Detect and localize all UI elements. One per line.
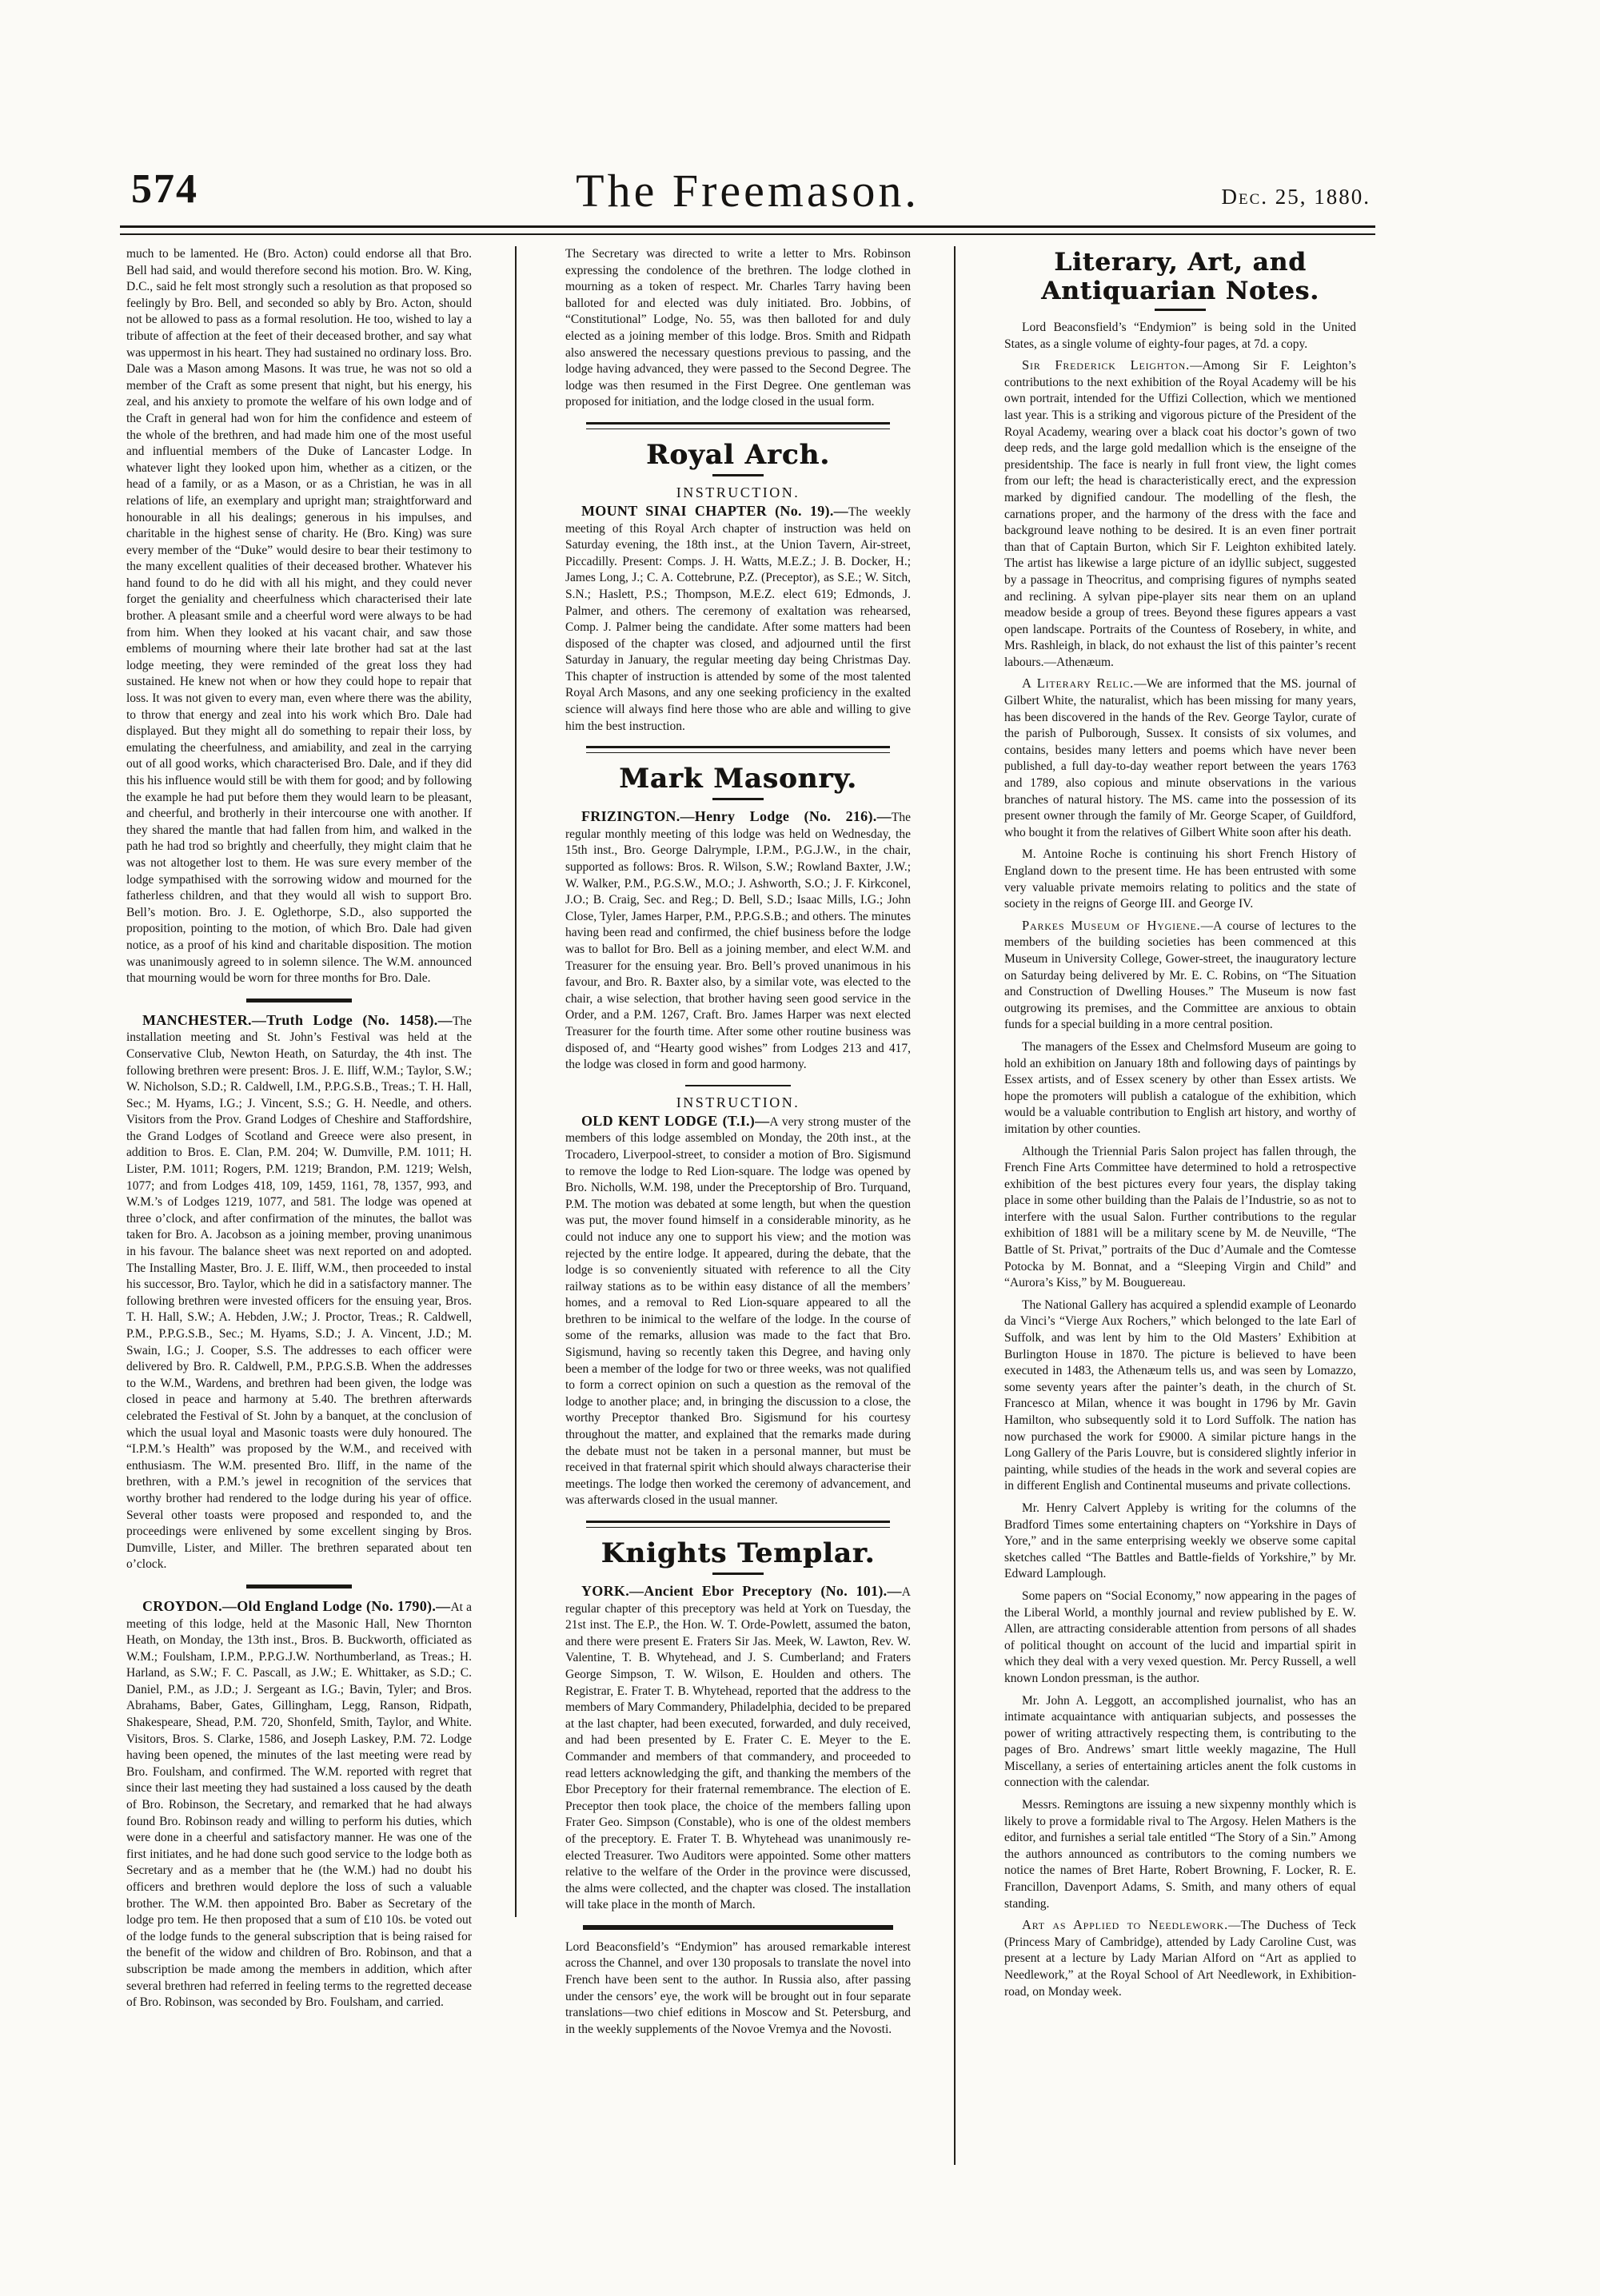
column-2 [565, 246, 911, 2038]
masthead [120, 104, 1375, 224]
endymion-note-paragraph: Lord Beaconsfield’s “Endymion” has aroused remarkable interest across the Channel, and over 130 proposals to translate the novel into French have been sent to the author. In Russia also, after passing under the censors’ eye, the work will be brought out in four separate translations—two chief editions in Moscow and St. Petersburg, and in the weekly supplements of the Novoe Vremya and the Novosti. [565, 1939, 911, 2036]
issue-date: Dec. 25, 1880. [1221, 185, 1371, 209]
croydon-old-england-lodge-article [126, 1598, 472, 2011]
article-body: A very strong muster of the members of this lodge assembled on Monday, the 20th inst., at the Trocadero, Liverpool-street, to consider a motion of Bro. Sigismund to remove the lodge to Red Lion-square. The lodge was opened by Bro. Nicholls, W.M. 198, under the Preceptorship of Bro. Turquand, P.M. The motion was debated at some length, but when the question was put, the mover found himself in a considerable minority, as he could not induce any one to support his view; and the motion was rejected by the entire lodge. It appeared, during the debate, that the lodge is so conveniently situated with reference to all the City railway stations as to be within easy distance of all the members’ homes, and a removal to Red Lion-square appeared to all the brethren to be inimical to the welfare of the lodge. In the course of some of the remarks, allusion was made to the fact that Bro. Sigismund, having so recently taken this Degree, and having only been a member of the lodge for two or three weeks, was not qualified to form a correct opinion on such a question as the removal of the lodge to another place; and, in bringing the discussion to a close, the worthy Preceptor thanked Bro. Sigismund for his courtesy throughout the matter, and explained that the remarks made during the debate must not be taken in a personal manner, but must be received in that fraternal spirit which should always characterise their meetings. The lodge then worked the ceremony of advancement, and was afterwards closed in the usual manner. [565, 1114, 911, 1508]
article-body: A regular chapter of this preceptory was held at York on Tuesday, the 21st inst. The E.P., the Hon. W. T. Orde-Powlett, assumed the baton, and there were present E. Fraters Sir Jas. Meek, W. Lawton, Rev. W. Valentine, T. B. Whytehead, and J. S. Cumberland; and Fraters George Simpson, T. W. Wilson, E. Houlden and others. The Registrar, E. Frater T. B. Whytehead, reported that the address to the members of Mary Commandery, Philadelphia, decided to be prepared at the last chapter, had been executed, forwarded, and duly received, and had been presented by E. Frater C. E. Meyer to the E. Commander and members of that commandery, and proceeded to read letters acknowledging the gift, and thanking the members of the Ebor Preceptory for their fraternal remembrance. The election of E. Preceptor then took place, the choice of the members falling upon Frater Geo. Simpson (Constable), who is one of the oldest members of the preceptory. E. Frater T. B. Whytehead was unanimously re-elected Treasurer. Two Auditors were appointed. Some other matters relative to the welfare of the Order in the province were discussed, the alms were collected, and the chapter was closed. The installation will take place in the month of March. [565, 1585, 911, 1912]
heading-rule [712, 474, 764, 476]
section-divider [586, 746, 890, 753]
section-heading-knights-templar: Knights Templar. [600, 1537, 876, 1569]
article-heading: OLD KENT LODGE (T.I.)— [581, 1112, 770, 1129]
paragraph-lead: A Literary Relic. [1022, 676, 1135, 692]
paragraph-text: Although the Triennial Paris Salon project has fallen through, the French Fine Arts Committee have determined to hold a retrospective exhibition of the best pictures every four years, the display taking place in some other building than the Palais de l’Industrie, so as not to interfere with the usual Salon. Further contributions to the regular exhibition of 1881 will be a military scene by M. de Neuville, “The Battle of St. Privat,” portraits of the Duc d’Aumale and the Comtesse Potocka by M. Bonnat, and a “Sleeping Virgin and Child” and “Aurora’s Kiss,” by M. Bouguereau. [1004, 1144, 1356, 1290]
note-john-leggott [1004, 1692, 1356, 1792]
note-henry-calvert-appleby [1004, 1500, 1356, 1583]
note-endymion-us [1004, 319, 1356, 353]
paragraph-text: Mr. Henry Calvert Appleby is writing for the columns of the Bradford Times some entertaining chapters on “Yorkshire in Days of Yore,” and in the same enterprising weekly we observe some capital sketches called “The Battles and Battle-fields of Yorkshire,” by Mr. Edward Lamplough. [1004, 1501, 1356, 1581]
paragraph-lead: Art as Applied to Needlework. [1022, 1917, 1228, 1933]
paragraph-text: The National Gallery has acquired a splendid example of Leonardo da Vinci’s “Vierge Aux Rochers,” which belonged to the late Earl of Suffolk, and was lent by him to the Old Masters’ Exhibition at Burlington House in 1870. The picture is believed to have been executed in 1483, the Athenæum tells us, and was seen by Lomazzo, some seventy years after the painter’s death, in the church of St. Francesco at Milan, whence it was bought in 1796 by Mr. Gavin Hamilton, who subsequently sold it to Lord Suffolk. The nation has now purchased the work for £9000. A similar picture hangs in the Long Gallery of the Paris Louvre, but is considered slightly inferior in painting, while studies of the heads in the work and several copies are in different English and Continental museums and private collections. [1004, 1297, 1356, 1493]
column-3 [1004, 246, 1356, 2000]
note-antoine-roche [1004, 846, 1356, 912]
column-rule [954, 246, 956, 2165]
paragraph-text: —We are informed that the MS. journal of Gilbert White, the naturalist, which has been missing for many years, has been discovered in the hands of the Rev. George Taylor, curate of the parish of Pulborough, Sussex. It consists of six volumes, and contains, besides many letters and poems which have never been published, a full day-to-day weather report between the years 1763 and 1789, also copious and minute observations in the various branches of natural history. The MS. came into the possession of its present owner through the family of Mr. George Scaper, of Guildford, who bought it from the relatives of Gilbert White soon after his death. [1004, 677, 1357, 839]
section-divider [586, 1521, 890, 1528]
article-heading: FRIZINGTON.—Henry Lodge (No. 216).— [581, 808, 892, 825]
article-body: The regular monthly meeting of this lodge was held on Wednesday, the 15th inst., Bro. George Dalrymple, I.P.M., P.G.J.W., in the chair, supported as follows: Bros. R. Wilson, S.W.; Rowland Baxter, J.W.; W. Walker, P.M., P.G.S.W., M.O.; J. Ashworth, S.O.; J. F. Kirkconel, J.O.; B. Craig, Sec. and Reg.; D. Bell, S.D.; Isaac Mills, I.G.; John Close, Tyler, James Harper, P.M., P.P.G.S.B.; and others. The minutes having been read and confirmed, the chief business before the lodge was to ballot for Bro. Bell as a joining member, and elect W.M. and Treasurer for the ensuing year. Bro. Bell’s proved unanimous in his favour, and Bro. R. Baxter also, by a similar vote, was elected to the chair, a wise selection, that brother having seen good service in the Order, and a P.M. 1267, Craft. Bro. James Harper was next elected Treasurer for the fourth time. After some other routine business was disposed of, and “Hearty good wishes” from Lodges 213 and 417, the lodge was closed in form and good harmony. [565, 811, 911, 1072]
article-heading: CROYDON.—Old England Lodge (No. 1790).— [142, 1597, 451, 1614]
page-columns [126, 246, 1382, 2038]
note-paris-salon [1004, 1143, 1356, 1292]
paragraph-text: —Among Sir F. Leighton’s contributions to the next exhibition of the Royal Academy will be his own portrait, intended for the Uffizi Collection, which we mentioned last year. This is a striking and vigorous picture of the President of the Royal Academy, wearing over a black coat his doctor’s gown of two deep reds, and the large gold medallion which is the enseigne of the presidentship. The face is nearly in full front view, the light comes from our left; the head is characteristically erect, and the expression marked by dignified candour. The modelling of the flesh, the carnations proper, and the harmony of the dress with the face and background leave nothing to be desired. It is an even finer portrait than that of Captain Burton, which Sir F. Leighton exhibited lately. The artist has likewise a large picture of an idyllic subject, suggested by a passage in Theocritus, and comprising figures of nymphs seated and reclining. A sylvan pipe-player sits near them on an upland meadow beside a group of trees. Beyond these figures appears a vast open landscape. Portraits of the Countess of Rosebery, in white, and Mrs. Rashleigh, in black, do not exhaust the list of this painter’s recent labours.—Athenæum. [1004, 359, 1356, 669]
heading-rule [712, 798, 764, 800]
section-divider [583, 1925, 894, 1930]
article-heading: YORK.—Ancient Ebor Preceptory (No. 101).— [581, 1583, 902, 1599]
note-art-needlework [1004, 1917, 1356, 2000]
manchester-truth-lodge-article [126, 1012, 472, 1573]
publication-title: The Freemason. [576, 165, 920, 217]
page-number: 574 [131, 166, 198, 212]
frizington-henry-lodge-article [565, 808, 911, 1074]
note-essex-chelmsford-museum [1004, 1038, 1356, 1138]
mount-sinai-chapter-article [565, 503, 911, 735]
column-rule [515, 246, 517, 1917]
column-gutter-1 [472, 246, 565, 2038]
paragraph-text: Messrs. Remingtons are issuing a new sixpenny monthly which is likely to prove a formidable rival to The Argosy. Helen Mathers is the editor, and furnishes a serial tale entitled “The Story of a Sin.” Among the authors announced as contributors to the coming numbers we notice the names of Bret Harte, Robert Browning, F. Locker, R. E. Francillon, Davenport Adams, S. Smith, and many others of equal standing. [1004, 1798, 1356, 1911]
article-divider [246, 1584, 352, 1588]
subheading-instruction: INSTRUCTION. [676, 484, 800, 500]
note-remingtons-monthly [1004, 1796, 1356, 1912]
paragraph-text: Mr. John A. Leggott, an accomplished journalist, who has an intimate acquaintance with antiquarian subjects, and possesses the power of writing attractively respecting them, is contributing to the pages of Bro. Andrews’ smart little weekly magazine, The Hull Miscellany, a series of entertaining articles anent the folk customs in connection with the calendar. [1004, 1693, 1356, 1790]
masthead-rule [120, 225, 1375, 235]
article-body: The weekly meeting of this Royal Arch chapter of instruction was held on Saturday evening, the 18th inst., at the Union Tavern, Air-street, Piccadilly. Present: Comps. J. H. Watts, M.E.Z.; J. B. Docker, H.; James Long, J.; C. A. Cottebrune, P.Z. (Preceptor), as S.E.; W. Sitch, S.N.; Haslett, P.S.; Thompson, M.E.Z. elect 619; Edmonds, J. Palmer, and others. The ceremony of exaltation was rehearsed, Comp. J. Palmer being the candidate. After some matters had been disposed of the chapter was closed, and adjourned until the first Saturday in January, the regular meeting day being Christmas Day. This chapter of instruction is attended by some of the most talented Royal Arch Masons, and any one seeking proficiency in the exalted science will always find here those who are able and willing to give him the best instruction. [565, 504, 912, 733]
note-national-gallery [1004, 1297, 1356, 1495]
paragraph-text: Lord Beaconsfield’s “Endymion” is being sold in the United States, as a single volume of eighty-four pages, at 7d. a copy. [1004, 321, 1356, 351]
paragraph-lead: Parkes Museum of Hygiene. [1022, 917, 1201, 933]
note-literary-relic [1004, 676, 1356, 841]
column1-continuation-paragraph: much to be lamented. He (Bro. Acton) could endorse all that Bro. Bell had said, and would therefore second his motion. Bro. W. King, D.C., said he felt most strongly such a resolution as that proposed so feelingly by Bro. Bell, and seconded so ably by Bro. Acton, should not be allowed to pass as a formal resolution. He too, wished to lay a tribute of affection at the feet of their deceased brother, and say what was uppermost in his heart. They had sustained no ordinary loss. Bro. Dale was a Mason among Masons. It was true, he was not so old a member of the Craft as some present that night, but his energy, his zeal, and his anxiety to promote the welfare of his own lodge and of the Craft in general had won for him the confidence and esteem of the whole of the brethren, and had made him one of the most useful and influential members of the Duke of Lancaster Lodge. In whatever light they looked upon him, whether as a citizen, or the head of a family, or as a Mason, or as a Christian, he was in all relations of life, an exemplary and upright man; straightforward and honourable in all his dealings; generous in his impulses, and charitable in the highest sense of charity. He (Bro. King) was sure every member of the “Duke” would desire to bear their testimony to the many excellent qualities of their deceased brother. Whatever his hand found to do he did with all his might, and they could never forget the geniality and cheerfulness which characterised their late brother. A pleasant smile and a cheerful word were always to be had from him. When they looked at his vacant chair, and saw those emblems of mourning where their late brother had sat at the last lodge meeting, they were reminded of the great loss they had sustained. He knew not when or how they could hope to repair that loss. It was not given to every man, even where there was the ability, to throw that energy and zeal into his work which Bro. Dale had displayed. But they might all do something to repair their loss, by emulating the cheerfulness, and amiability, and zeal in the carrying out of all good works, which characterised Bro. Dale, and if they did this his influence would still be with them for good; and by following the example he had put before them they would learn to be pleasant, and cheerful, and brotherly in their intercourse one with another. If they shared the mantle that had fallen from him, and walked in the path he had trod so brightly and cheerfully, they might claim that he was not altogether lost to them. He was sure every member of the lodge sympathised with the sorrowing widow and mourned for the fatherless children, and that they would all wish to support Bro. Bell’s motion. Bro. J. E. Oglethorpe, S.D., also supported the proposition, pointing to the motion, of which Bro. Dale had given notice, as a proof of his kind and charitable disposition. The motion was unanimously agreed to in solemn silence. The W.M. announced that mourning would be worn for three months for Bro. Dale. [126, 247, 472, 986]
article-body: At a meeting of this lodge, held at the Masonic Hall, New Thornton Heath, on Monday, the 13th inst., Bros. B. Buckworth, officiated as W.M.; Foulsham, I.P.M., P.P.G.J.W. Northumberland, as Treas.; H. Harland, as S.W.; F. C. Pascall, as J.W.; E. Whittaker, as S.D.; C. Daniel, P.M., as J.D.; J. Sergeant as I.G.; Bavin, Tyler; and Bros. Abrahams, Baber, Gates, Gillingham, Legg, Ranson, Ridpath, Shakespeare, Shead, P.M. 720, Shonfeld, Smith, Taylor, and White. Visitors, Bros. S. Clarke, 1586, and Joseph Laskey, P.M. 72. Lodge having been opened, the minutes of the last meeting were read by Bro. Foulsham, and confirmed. The W.M. reported with regret that since their last meeting they had sustained a loss caused by the death of Bro. Robinson, the Secretary, and remarked that he had always found Bro. Robinson ready and willing to perform his duties, which were done in a cheerful and satisfactory manner. He was one of the first initiates, and he had done such good service to the lodge both as Secretary and as a member that he (the W.M.) had no doubt his officers and brethren would deplore the loss of such a valuable brother. The W.M. then appointed Bro. Baber as Secretary of the lodge pro tem. He then proposed that a sum of £10 10s. be voted out of the lodge funds to the general subscription that is being raised for the benefit of the widow and children of Bro. Robinson, and that a subscription be made among the members in addition, which after several brethren had referred in feeling terms to the regretted decease of Bro. Robinson, was seconded by Bro. Foulsham, and carried. [126, 1600, 472, 2010]
column2-continuation-paragraph: The Secretary was directed to write a letter to Mrs. Robinson expressing the condolence of the brethren. The lodge clothed in mourning as a token of respect. Mr. Charles Tarry having been balloted for and elected was duly initiated. Bro. Jobbins, of “Constitutional” Lodge, No. 55, was then balloted for and duly elected as a joining member of this lodge. Bros. Smith and Ridpath also answered the necessary questions previous to passing, and the lodge having advanced, they were passed to the Second Degree. The lodge was then resumed in the First Degree. One gentleman was proposed for initiation, and the lodge closed in the usual form. [565, 247, 911, 409]
paragraph-lead: Sir Frederick Leighton. [1022, 357, 1191, 373]
heading-rule [1155, 309, 1206, 311]
section-heading-royal-arch: Royal Arch. [645, 438, 831, 471]
old-kent-lodge-article [565, 1113, 911, 1509]
article-heading: MOUNT SINAI CHAPTER (No. 19).— [581, 502, 848, 519]
column-gutter-2 [911, 246, 1004, 2038]
paragraph-text: —The Duchess of Teck (Princess Mary of Cambridge), attended by Lady Caroline Cust, was present at a lecture by Lady Marian Alford on “Art as applied to Needlework,” at the Royal School of Art Needlework, in Exhibition-road, on Monday week. [1004, 1919, 1356, 1999]
paragraph-text: The managers of the Essex and Chelmsford Museum are going to hold an exhibition on January 18th and following days of paintings by Essex artists, and of Essex scenery by other than Essex artists. We hope the promoters will publish a catalogue of the exhibition, which would be a valuable contribution to English art history, and worthy of imitation by other counties. [1004, 1039, 1356, 1136]
heading-rule [712, 1573, 764, 1575]
note-social-economy [1004, 1588, 1356, 1688]
paragraph-text: M. Antoine Roche is continuing his short French History of England down to the present time. He has been entrusted with some very valuable private memoirs relating to politics and the state of society in the reigns of George III. and George IV. [1004, 847, 1356, 911]
subheading-instruction: INSTRUCTION. [676, 1094, 800, 1110]
paragraph-text: Some papers on “Social Economy,” now appearing in the pages of the Liberal World, a monthly journal and review published by E. W. Allen, are attracting considerable attention from persons of all shades of political thought on account of the lucid and impartial spirit in which they deal with a very vexed question. Mr. Percy Russell, a well known London pressman, is the author. [1004, 1588, 1356, 1685]
note-parkes-museum [1004, 918, 1356, 1034]
article-body: The installation meeting and St. John’s Festival was held at the Conservative Club, Newton Heath, on Saturday, the 4th inst. The following brethren were present: Bros. J. E. Iliff, W.M.; Taylor, S.W.; W. Nicholson, S.D.; R. Caldwell, I.M., P.P.G.S.B., Treas.; T. H. Hall, Sec.; M. Hyams, I.G.; J. Vincent, S.S.; G. H. Needle, and others. Visitors from the Prov. Grand Lodges of Cheshire and Staffordshire, the Grand Lodges of Scotland and Greece were also present, in addition to Bros. E. Clan, P.M. 204; W. Dumville, P.M. 1011; H. Lister, P.M. 1011; Rogers, P.M. 1219; Brandon, P.M. 1219; Welsh, 1077; and from Lodges 418, 109, 1459, 1161, 78, 1357, 993, and W.M.’s of Lodges 1219, 1077, and 581. The lodge was opened at three o’clock, and after confirmation of the minutes, the ballot was taken for Bro. A. Jacobson as a joining member, proving unanimous in his favour. The balance sheet was next reported on and adopted. The Installing Master, Bro. J. E. Iliff, W.M., then proceeded to instal his successor, Bro. Taylor, which he did in a satisfactory manner. The following brethren were invested officers for the ensuing year, Bros. T. H. Hall, S.W.; A. Hebden, J.W.; J. Proctor, Treas.; R. Caldwell, P.M., P.P.G.S.B., Sec.; M. Hyams, S.D.; J. A. Vincent, J.D.; M. Swain, I.G.; J. Cooper, S.S. The addresses to each officer were delivered by Bro. R. Caldwell, P.M., P.P.G.S.B. When the addresses to the W.M., Wardens, and brethren had been given, the lodge was closed in peace and harmony at 5.40. The brethren afterwards celebrated the Festival of St. John by a banquet, at the conclusion of which the usual loyal and Masonic toasts were duly honoured. The “I.P.M.’s Health” was proposed by the W.M., and received with enthusiasm. The W.M. presented Bro. Iliff, in the name of the brethren, with a P.M.’s jewel in recognition of the services that worthy brother had rendered to the lodge during his year of office. Several other toasts were proposed and responded to, and the proceedings were enlivened by some excellent singing by Bros. Dumville, Lister, and Miller. The brethren separated about ten o’clock. [126, 1014, 472, 1572]
article-divider [246, 999, 352, 1003]
column-1 [126, 246, 472, 2011]
note-sir-frederick-leighton [1004, 357, 1356, 671]
article-heading: MANCHESTER.—Truth Lodge (No. 1458).— [142, 1011, 453, 1028]
section-divider [586, 422, 890, 429]
section-heading-mark-masonry: Mark Masonry. [619, 763, 857, 795]
section-heading-literary-notes: Literary, Art, and Antiquarian Notes. [1041, 248, 1319, 305]
article-divider [685, 1085, 791, 1086]
york-ancient-ebor-preceptory-article [565, 1583, 911, 1914]
paragraph-text: —A course of lectures to the members of the building societies has been commenced at this Museum in University College, Gower-street, the inauguratory lecture on Saturday being delivered by Mr. E. C. Robins, on “The Situation and Construction of Dwelling Houses.” The Museum is now fast outgrowing its premises, and the Committee are anxious to obtain funds for a special building in a more central position. [1004, 919, 1356, 1032]
